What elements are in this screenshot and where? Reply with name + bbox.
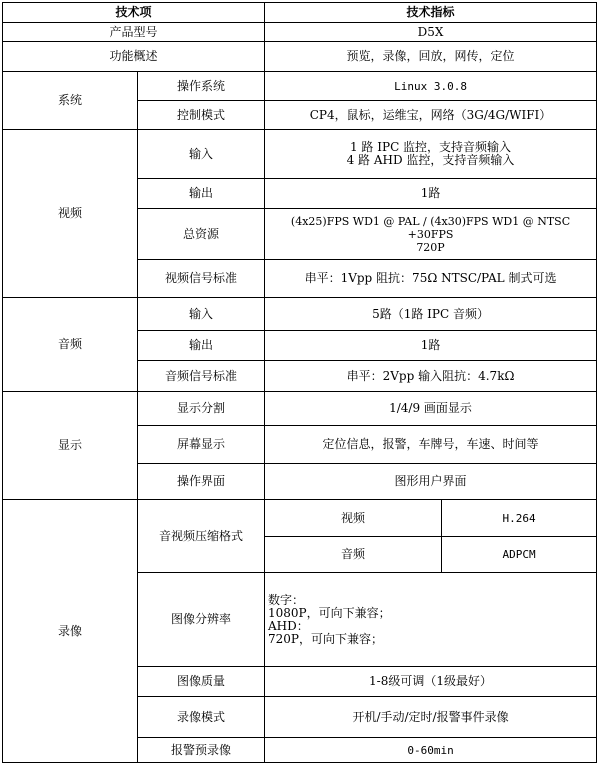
header-spec: 技术指标 — [265, 3, 597, 23]
audio-label: 音频 — [3, 298, 138, 392]
header-row — [3, 3, 597, 23]
control-value: CP4，鼠标，运维宝，网络（3G/4G/WIFI） — [265, 101, 597, 130]
resolution-line4: 720P，可向下兼容； — [268, 631, 383, 646]
quality-label: 图像质量 — [138, 667, 265, 697]
model-row — [3, 23, 597, 42]
mode-value: 开机/手动/定时/报警事件录像 — [265, 697, 597, 738]
system-os-row — [3, 72, 597, 101]
video-input-line1: 1 路 IPC 监控，支持音频输入 — [349, 140, 512, 154]
resolution-line2: 1080P，可向下兼容； — [268, 605, 391, 620]
prealarm-label: 报警预录像 — [138, 738, 265, 763]
video-output-label: 输出 — [138, 179, 265, 209]
functions-label: 功能概述 — [3, 42, 265, 72]
compression-label: 音视频压缩格式 — [138, 500, 265, 573]
prealarm-value: 0-60min — [265, 738, 597, 763]
resolution-value — [265, 573, 597, 667]
spec-table — [2, 2, 597, 763]
quality-value: 1-8级可调（1级最好） — [265, 667, 597, 697]
system-label: 系统 — [3, 72, 138, 130]
video-input-label: 输入 — [138, 130, 265, 179]
functions-row — [3, 42, 597, 72]
compression-video-value: H.264 — [442, 500, 597, 537]
split-label: 显示分割 — [138, 392, 265, 426]
osd-value: 定位信息，报警，车牌号，车速、时间等 — [265, 426, 597, 464]
video-resource-value — [265, 209, 597, 260]
video-input-line2: 4 路 AHD 监控，支持音频输入 — [346, 153, 515, 167]
compression-audio-value: ADPCM — [442, 537, 597, 573]
display-split-row — [3, 392, 597, 426]
display-label: 显示 — [3, 392, 138, 500]
video-resource-label: 总资源 — [138, 209, 265, 260]
video-standard-value: 串平：1Vpp 阻抗：75Ω NTSC/PAL 制式可选 — [265, 260, 597, 298]
os-value: Linux 3.0.8 — [265, 72, 597, 101]
compression-audio-label: 音频 — [265, 537, 442, 573]
audio-standard-label: 音频信号标准 — [138, 361, 265, 392]
split-value: 1/4/9 画面显示 — [265, 392, 597, 426]
video-output-value: 1路 — [265, 179, 597, 209]
video-label: 视频 — [3, 130, 138, 298]
video-input-row — [3, 130, 597, 179]
resolution-label: 图像分辨率 — [138, 573, 265, 667]
mode-label: 录像模式 — [138, 697, 265, 738]
audio-input-label: 输入 — [138, 298, 265, 331]
control-label: 控制模式 — [138, 101, 265, 130]
model-value: D5X — [265, 23, 597, 42]
audio-output-label: 输出 — [138, 331, 265, 361]
audio-output-value: 1路 — [265, 331, 597, 361]
compression-video-label: 视频 — [265, 500, 442, 537]
functions-value: 预览，录像，回放，网传，定位 — [265, 42, 597, 72]
header-item: 技术项 — [3, 3, 265, 23]
model-label: 产品型号 — [3, 23, 265, 42]
audio-input-row — [3, 298, 597, 331]
resolution-line1: 数字： — [268, 592, 305, 607]
video-standard-label: 视频信号标准 — [138, 260, 265, 298]
video-input-value — [265, 130, 597, 179]
ui-value: 图形用户界面 — [265, 464, 597, 500]
recording-label: 录像 — [3, 500, 138, 763]
os-label: 操作系统 — [138, 72, 265, 101]
video-resource-line1: (4x25)FPS WD1 @ PAL / (4x30)FPS WD1 @ NTSC +30FPS — [290, 214, 571, 241]
audio-input-value: 5路（1路 IPC 音频） — [265, 298, 597, 331]
rec-compression-video-row — [3, 500, 597, 537]
audio-standard-value: 串平：2Vpp 输入阻抗：4.7kΩ — [265, 361, 597, 392]
resolution-line3: AHD： — [268, 618, 309, 633]
osd-label: 屏幕显示 — [138, 426, 265, 464]
ui-label: 操作界面 — [138, 464, 265, 500]
video-resource-line2: 720P — [416, 240, 445, 254]
